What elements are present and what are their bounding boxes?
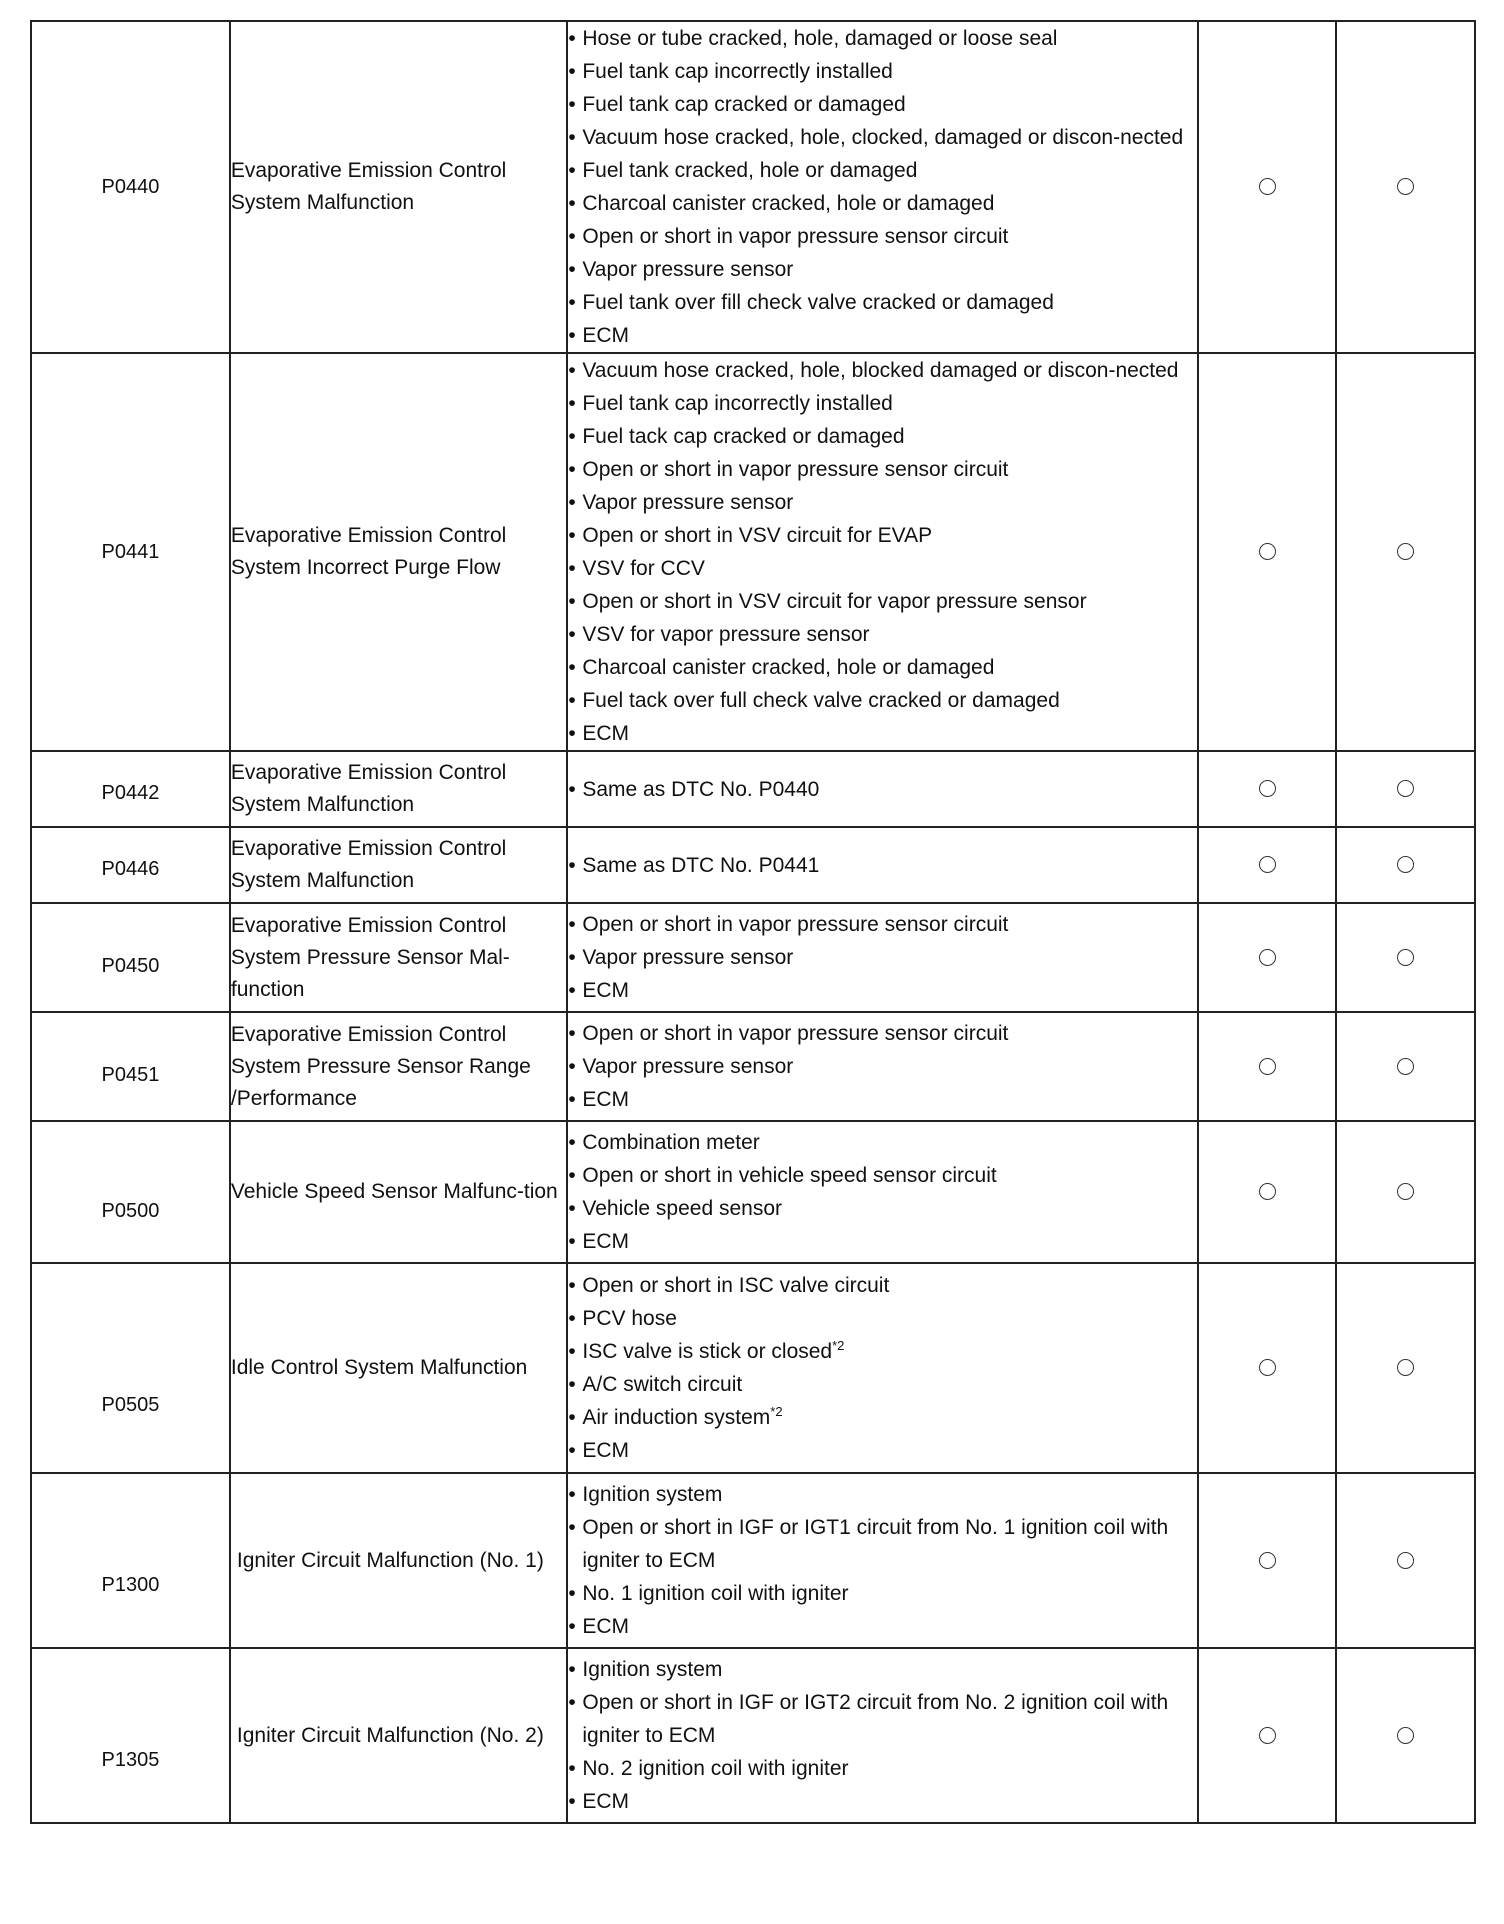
list-item: • ECM: [568, 1225, 1196, 1258]
table-row: [31, 1012, 1475, 1121]
list-item: • ECM: [568, 1434, 1196, 1467]
list-item: • Vehicle speed sensor: [568, 1192, 1196, 1225]
dtc-code: P1305: [31, 1648, 230, 1823]
list-item: • ECM: [568, 1610, 1196, 1643]
circle-icon: [1397, 856, 1414, 873]
list-item: • Hose or tube cracked, hole, damaged or loose seal: [568, 22, 1196, 55]
list-item: • No. 2 ignition coil with igniter: [568, 1752, 1196, 1785]
mark-cell: [1336, 1263, 1475, 1473]
circle-icon: [1259, 1727, 1276, 1744]
circle-icon: [1397, 1359, 1414, 1376]
circle-icon: [1397, 1058, 1414, 1075]
table-row: [31, 353, 1475, 751]
dtc-description: Igniter Circuit Malfunction (No. 1): [230, 1473, 567, 1648]
dtc-description: Idle Control System Malfunction: [230, 1263, 567, 1473]
circle-icon: [1397, 1183, 1414, 1200]
circle-icon: [1397, 1552, 1414, 1569]
dtc-description: Evaporative Emission Control System Pressure Sensor Mal-function: [230, 903, 567, 1012]
circle-icon: [1259, 780, 1276, 797]
list-item: • A/C switch circuit: [568, 1368, 1196, 1401]
circle-icon: [1397, 780, 1414, 797]
list-item: • Vapor pressure sensor: [568, 941, 1196, 974]
trouble-area-list: [567, 1263, 1197, 1473]
dtc-code: P0440: [31, 21, 230, 353]
list-item: • Open or short in vapor pressure sensor circuit: [568, 908, 1196, 941]
list-item: • Open or short in IGF or IGT1 circuit from No. 1 ignition coil with igniter to ECM: [568, 1511, 1196, 1577]
table-row: [31, 21, 1475, 353]
list-item: • ECM: [568, 717, 1196, 750]
list-item: • Open or short in VSV circuit for EVAP: [568, 519, 1196, 552]
mark-cell: [1198, 353, 1337, 751]
circle-icon: [1259, 1183, 1276, 1200]
dtc-code: P0441: [31, 353, 230, 751]
footnote-mark: *2: [770, 1404, 783, 1419]
mark-cell: [1198, 827, 1337, 903]
dtc-description: Igniter Circuit Malfunction (No. 2): [230, 1648, 567, 1823]
mark-cell: [1198, 751, 1337, 827]
list-item: • ECM: [568, 1785, 1196, 1818]
list-item: • Combination meter: [568, 1126, 1196, 1159]
mark-cell: [1198, 1263, 1337, 1473]
list-item: • Fuel tank cap incorrectly installed: [568, 55, 1196, 88]
dtc-description: Vehicle Speed Sensor Malfunc-tion: [230, 1121, 567, 1263]
circle-icon: [1259, 856, 1276, 873]
dtc-code: P1300: [31, 1473, 230, 1648]
list-item: • Open or short in IGF or IGT2 circuit from No. 2 ignition coil with igniter to ECM: [568, 1686, 1196, 1752]
circle-icon: [1397, 949, 1414, 966]
table-row: [31, 751, 1475, 827]
list-item: • Charcoal canister cracked, hole or damaged: [568, 651, 1196, 684]
mark-cell: [1336, 1012, 1475, 1121]
mark-cell: [1198, 1473, 1337, 1648]
trouble-area-list: [567, 1012, 1197, 1121]
mark-cell: [1336, 1648, 1475, 1823]
mark-cell: [1336, 21, 1475, 353]
list-item: • Same as DTC No. P0441: [568, 849, 1196, 882]
table-row: [31, 1121, 1475, 1263]
mark-cell: [1198, 1648, 1337, 1823]
dtc-code: P0442: [31, 751, 230, 827]
trouble-area-list: [567, 1648, 1197, 1823]
trouble-area-list: [567, 1473, 1197, 1648]
dtc-description: Evaporative Emission Control System Malfunction: [230, 21, 567, 353]
list-item: • Open or short in vapor pressure sensor circuit: [568, 1017, 1196, 1050]
circle-icon: [1259, 1552, 1276, 1569]
mark-cell: [1336, 1473, 1475, 1648]
mark-cell: [1198, 1012, 1337, 1121]
dtc-code: P0450: [31, 903, 230, 1012]
table-row: [31, 903, 1475, 1012]
circle-icon: [1259, 1058, 1276, 1075]
mark-cell: [1336, 1121, 1475, 1263]
list-item: • Vacuum hose cracked, hole, clocked, damaged or discon-nected: [568, 121, 1196, 154]
list-item: • Charcoal canister cracked, hole or damaged: [568, 187, 1196, 220]
table-row: [31, 827, 1475, 903]
trouble-area-list: [567, 751, 1197, 827]
list-item: • Fuel tank cap incorrectly installed: [568, 387, 1196, 420]
list-item: • Fuel tank cap cracked or damaged: [568, 88, 1196, 121]
list-item: • VSV for CCV: [568, 552, 1196, 585]
dtc-description: Evaporative Emission Control System Pressure Sensor Range /Performance: [230, 1012, 567, 1121]
trouble-area-list: [567, 21, 1197, 353]
list-item: [568, 1401, 1196, 1434]
list-item-text: Air induction system: [582, 1406, 771, 1429]
circle-icon: [1397, 543, 1414, 560]
list-item: • Vapor pressure sensor: [568, 253, 1196, 286]
list-item-text: ISC valve is stick or closed: [582, 1340, 833, 1363]
dtc-description: Evaporative Emission Control System Malfunction: [230, 827, 567, 903]
trouble-area-list: [567, 353, 1197, 751]
list-item: • VSV for vapor pressure sensor: [568, 618, 1196, 651]
circle-icon: [1397, 1727, 1414, 1744]
list-item: • Fuel tack over full check valve cracked or damaged: [568, 684, 1196, 717]
mark-cell: [1336, 827, 1475, 903]
table-row: [31, 1263, 1475, 1473]
dtc-code: P0500: [31, 1121, 230, 1263]
list-item: • Open or short in VSV circuit for vapor pressure sensor: [568, 585, 1196, 618]
trouble-area-list: [567, 827, 1197, 903]
mark-cell: [1336, 903, 1475, 1012]
list-item: • Same as DTC No. P0440: [568, 773, 1196, 806]
dtc-code: P0446: [31, 827, 230, 903]
dtc-code: P0505: [31, 1263, 230, 1473]
trouble-area-list: [567, 1121, 1197, 1263]
list-item: • Open or short in vehicle speed sensor circuit: [568, 1159, 1196, 1192]
circle-icon: [1259, 178, 1276, 195]
list-item: • ECM: [568, 974, 1196, 1007]
circle-icon: [1259, 1359, 1276, 1376]
mark-cell: [1336, 751, 1475, 827]
mark-cell: [1198, 21, 1337, 353]
list-item: • Fuel tank over fill check valve cracked or damaged: [568, 286, 1196, 319]
list-item: • Ignition system: [568, 1478, 1196, 1511]
circle-icon: [1259, 543, 1276, 560]
trouble-area-list: [567, 903, 1197, 1012]
footnote-mark: *2: [832, 1338, 845, 1353]
dtc-description: Evaporative Emission Control System Malfunction: [230, 751, 567, 827]
list-item: • Vapor pressure sensor: [568, 486, 1196, 519]
list-item: • Fuel tack cap cracked or damaged: [568, 420, 1196, 453]
list-item: • Open or short in ISC valve circuit: [568, 1269, 1196, 1302]
list-item: • Vapor pressure sensor: [568, 1050, 1196, 1083]
mark-cell: [1336, 353, 1475, 751]
dtc-table: [30, 20, 1476, 1824]
list-item: • ECM: [568, 1083, 1196, 1116]
dtc-code: P0451: [31, 1012, 230, 1121]
table-row: [31, 1473, 1475, 1648]
list-item: • ECM: [568, 319, 1196, 352]
circle-icon: [1259, 949, 1276, 966]
list-item: [568, 1335, 1196, 1368]
mark-cell: [1198, 1121, 1337, 1263]
circle-icon: [1397, 178, 1414, 195]
list-item: • Open or short in vapor pressure sensor circuit: [568, 220, 1196, 253]
table-row: [31, 1648, 1475, 1823]
list-item: • Ignition system: [568, 1653, 1196, 1686]
list-item: • Fuel tank cracked, hole or damaged: [568, 154, 1196, 187]
dtc-description: Evaporative Emission Control System Incorrect Purge Flow: [230, 353, 567, 751]
list-item: • Open or short in vapor pressure sensor circuit: [568, 453, 1196, 486]
list-item: • PCV hose: [568, 1302, 1196, 1335]
list-item: • No. 1 ignition coil with igniter: [568, 1577, 1196, 1610]
mark-cell: [1198, 903, 1337, 1012]
list-item: • Vacuum hose cracked, hole, blocked damaged or discon-nected: [568, 354, 1196, 387]
